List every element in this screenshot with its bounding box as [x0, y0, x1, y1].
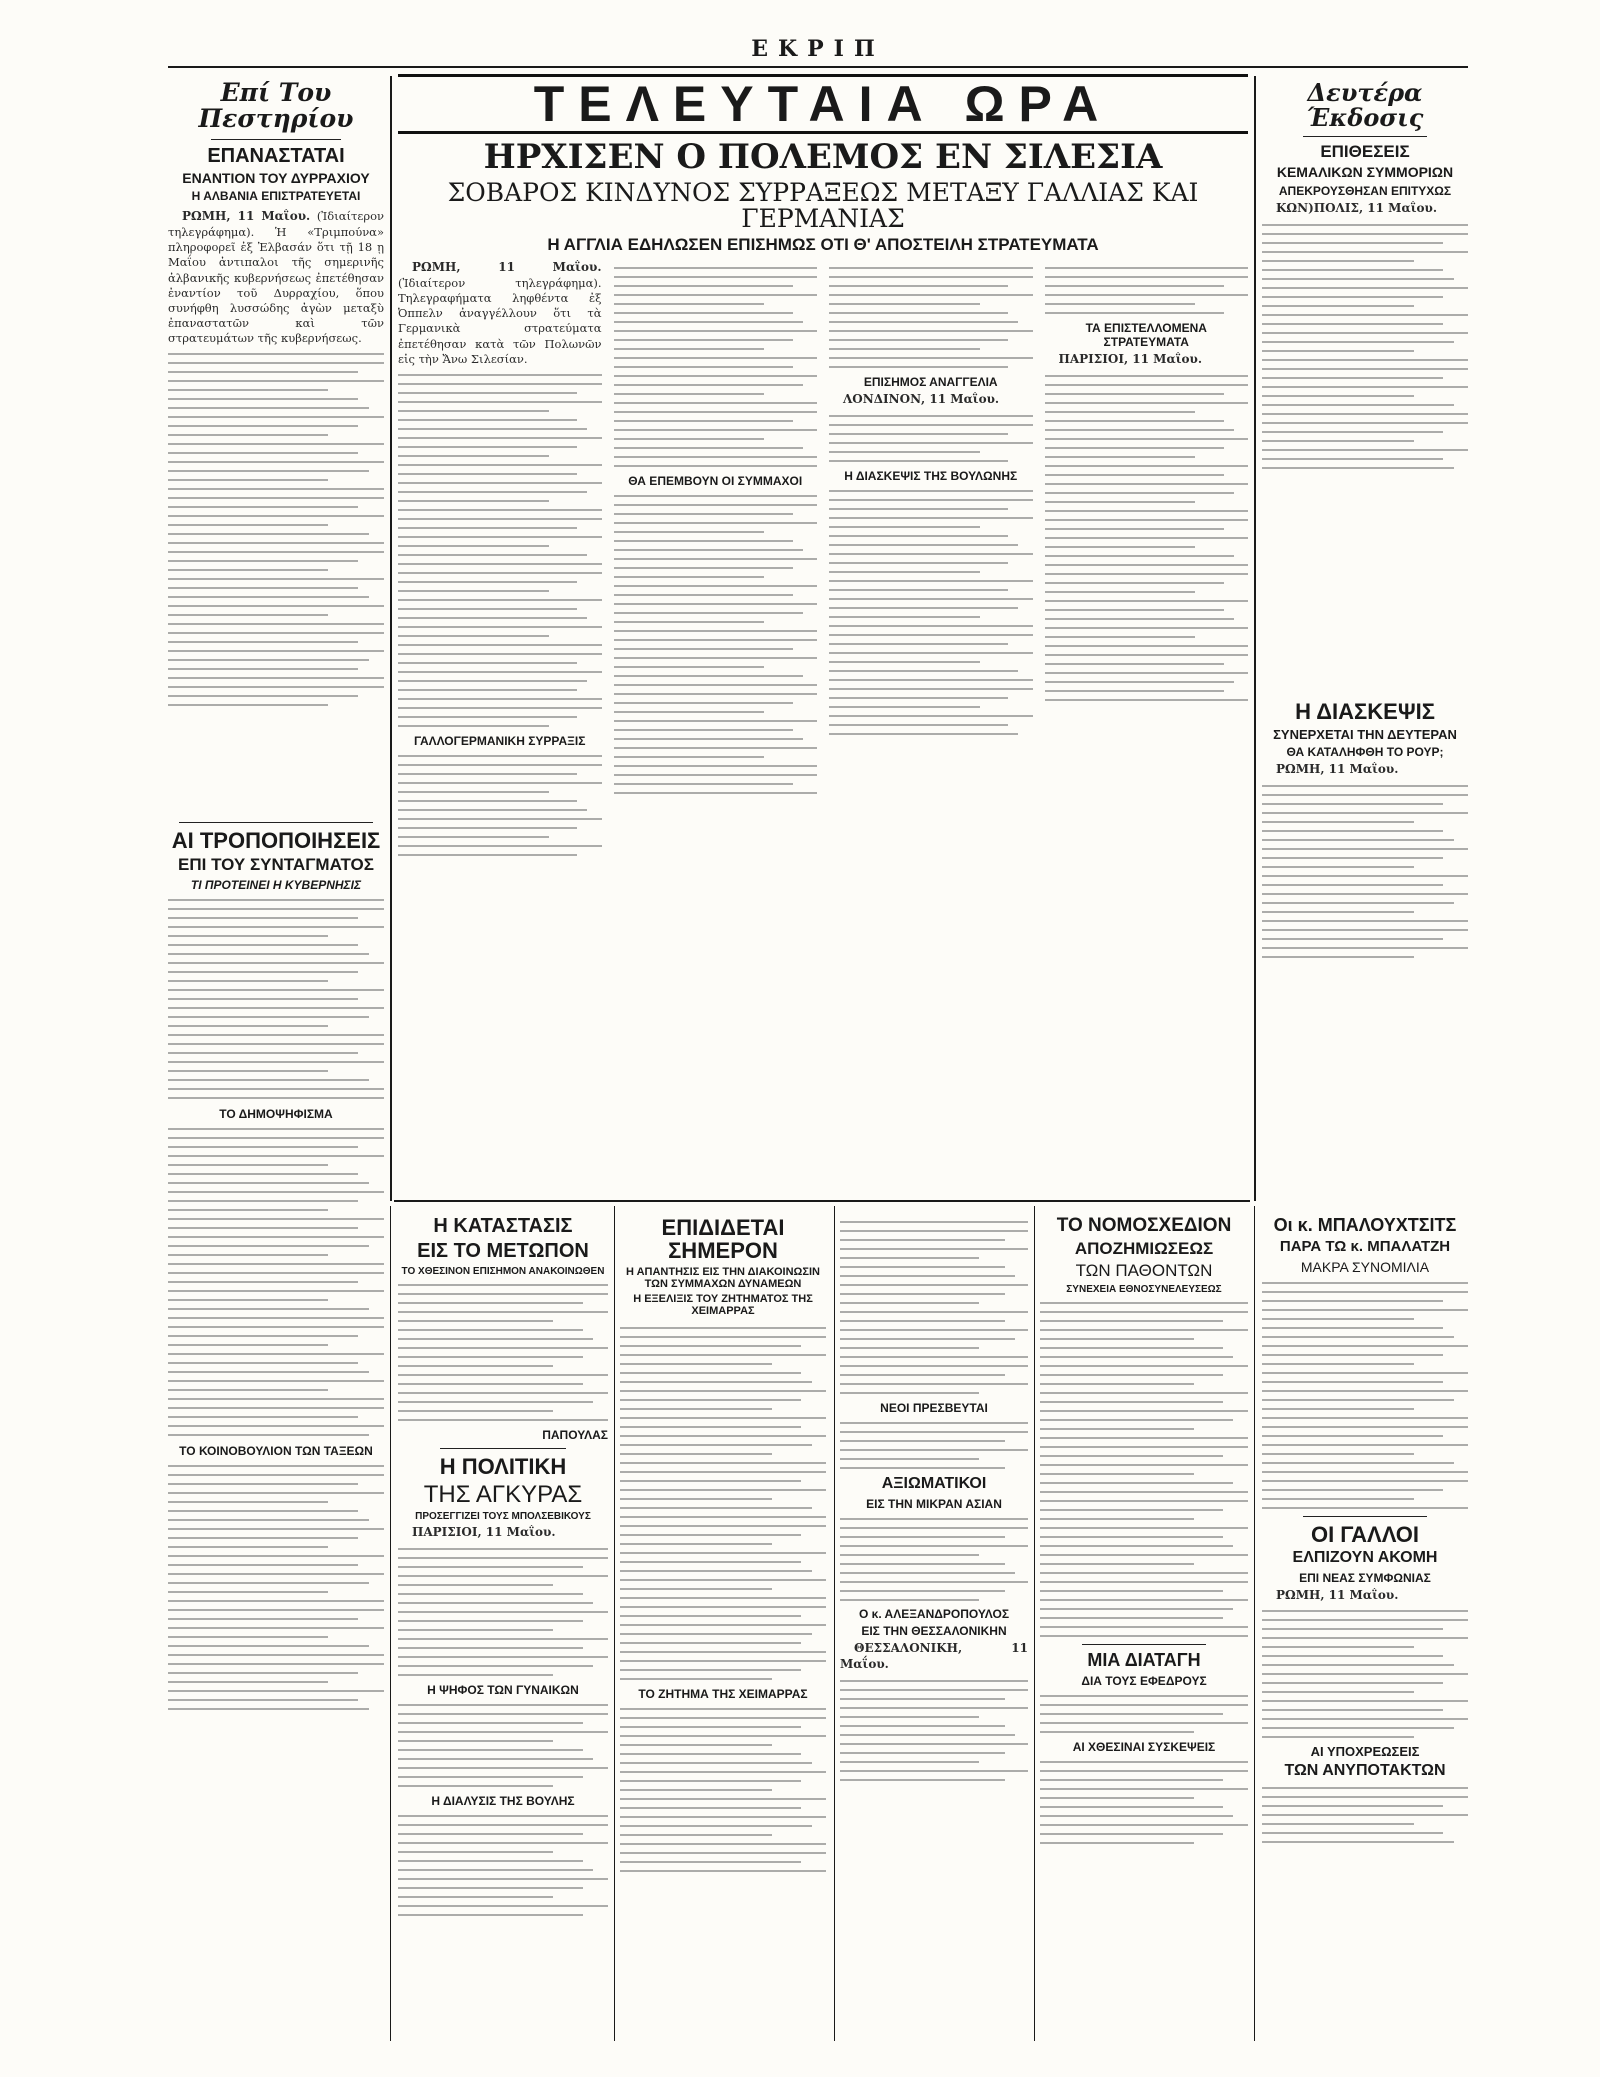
main-subheadline: ΣΟΒΑΡΟΣ ΚΙΝΔΥΝΟΣ ΣΥΡΡΑΞΕΩΣ ΜΕΤΑΞΥ ΓΑΛΛΙΑΣ ΚΑΙ ΓΕΡΜΑΝΙΑΣ [447, 177, 1199, 233]
center-column [398, 260, 602, 863]
subheadline: Η ΕΞΕΛΙΞΙΣ ΤΟΥ ΖΗΤΗΜΑΤΟΣ ΤΗΣ ΧΕΙΜΑΡΡΑΣ [633, 1293, 813, 1318]
hidden-panel [840, 1212, 1028, 2034]
subheadline: ΠΡΟΣΕΓΓΙΖΕΙ ΤΟΥΣ ΜΠΟΛΣΕΒΙΚΟΥΣ [415, 1511, 591, 1523]
headline: ΚΕΜΑΛΙΚΩΝ ΣΥΜΜΟΡΙΩΝ [1276, 164, 1454, 181]
dateline: ΡΩΜΗ, 11 Μαΐου. [182, 209, 311, 224]
main-headline: ΗΡΧΙΣΕΝ Ο ΠΟΛΕΜΟΣ ΕΝ ΣΙΛΕΣΙΑ [483, 137, 1163, 177]
section-heading: ΤΑ ΕΠΙΣΤΕΛΛΟΜΕΝΑ ΣΤΡΑΤΕΥΜΑΤΑ [1085, 321, 1207, 350]
dateline: ΠΑΡΙΣΙΟΙ, 11 Μαΐου. [412, 1525, 556, 1540]
headline: ΤΩΝ ΠΑΘΟΝΤΩΝ [1075, 1260, 1213, 1280]
article-columns [620, 1320, 826, 1879]
right-mid-article [1262, 696, 1468, 1196]
dateline: ΡΩΜΗ, 11 Μαΐου. [412, 260, 602, 275]
main-subheadline: Η ΑΓΓΛΙΑ ΕΔΗΛΩΣΕΝ ΕΠΙΣΗΜΩΣ ΟΤΙ Θ' ΑΠΟΣΤΕΙΛΗ ΣΤΡΑΤΕΥΜΑΤΑ [547, 235, 1099, 255]
subheadline: ΣΥΝΕΧΕΙΑ ΕΘΝΟΣΥΝΕΛΕΥΣΕΩΣ [1066, 1283, 1222, 1295]
headline: ΑΞΙΩΜΑΤΙΚΟΙ [881, 1475, 987, 1492]
subheadline: ΑΠΕΚΡΟΥΣΘΗΣΑΝ ΕΠΙΤΥΧΩΣ [1278, 183, 1452, 198]
article-body-text [168, 899, 384, 1099]
article-body-text [168, 1128, 384, 1436]
headline: Η ΚΑΤΑΣΤΑΣΙΣ [433, 1215, 573, 1237]
headline: Η ΔΙΑΣΚΕΨΙΣ [1295, 699, 1435, 724]
signature: ΠΑΠΟΥΛΑΣ [542, 1428, 608, 1442]
article-lead: (Ἰδιαίτερον τηλεγράφημα). Ἡ «Τριμπούνα» πληροφορεῖ ἐξ Ἐλβασάν ὅτι τῇ 18 ῃ Μαΐου ἀντιπαλοι τῆς σημερινῆς ἀλβανικῆς κυβερνήσεως ἐπετέθησαν ἐναντίον τοῦ Δυρραχίου, ὅπου συνήφθη λυσσώδης ἀγὼν μεταξὺ ἐπαναστατῶν καὶ τῶν στρατευμάτων τῆς κυβερνήσεως. [168, 209, 384, 346]
center-top-article [398, 74, 1248, 1196]
article-column [620, 1320, 826, 1879]
dateline: ΡΩΜΗ, 11 Μαΐου. [1276, 762, 1399, 777]
left-top-article [168, 76, 384, 816]
subheadline: ΤΙ ΠΡΟΤΕΙΝΕΙ Η ΚΥΒΕΡΝΗΣΙΣ [190, 877, 362, 892]
right-top-article [1262, 76, 1468, 696]
headline: ΕΛΠΙΖΟΥΝ ΑΚΟΜΗ [1292, 1548, 1438, 1566]
newspaper-page [168, 36, 1468, 2041]
center-column [614, 260, 818, 863]
subheadline: Η ΑΛΒΑΝΙΑ ΕΠΙΣΤΡΑΤΕΥΕΤΑΙ [191, 189, 361, 204]
compensation-article [1040, 1212, 1248, 2036]
subheadline: ΘΑ ΚΑΤΑΛΗΦΘΗ ΤΟ ΡΟΥΡ; [1286, 745, 1444, 760]
dateline: ΘΕΣΣΑΛΟΝΙΚΗ, 11 Μαΐου. [840, 1641, 1028, 1672]
section-heading: Η ΔΙΑΣΚΕΨΙΣ ΤΗΣ ΒΟΥΛΩΝΗΣ [844, 468, 1018, 483]
subheadline: Η ΑΠΑΝΤΗΣΙΣ ΕΙΣ ΤΗΝ ΔΙΑΚΟΙΝΩΣΙΝ ΤΩΝ ΣΥΜΜΑΧΩΝ ΔΥΝΑΜΕΩΝ [626, 1266, 820, 1291]
subheadline: ΤΟ ΧΘΕΣΙΝΟΝ ΕΠΙΣΗΜΟΝ ΑΝΑΚΟΙΝΩΘΕΝ [401, 1266, 605, 1277]
column-rule [834, 1206, 835, 2041]
headline: ΤΩΝ ΑΝΥΠΟΤΑΚΤΩΝ [1284, 1762, 1446, 1779]
center-columns [398, 260, 1248, 863]
masthead: ΕΚΡΙΠ [751, 36, 885, 62]
center-column [829, 260, 1033, 863]
headline: ΜΙΑ ΔΙΑΤΑΓΗ [1087, 1649, 1201, 1670]
section-heading: ΤΟ ΔΗΜΟΨΗΦΙΣΜΑ [219, 1106, 333, 1121]
article-lead: (Ἰδιαίτερον τηλεγράφημα). Τηλεγραφήματα ληφθέντα ἐξ Ὀππελν ἀναγγέλλουν ὅτι τὰ Γερμανικὰ στρατεύματα ἐπετέθησαν κατὰ τῶν Πολωνῶν εἰς τὴν Ἄνω Σιλεσίαν. [398, 275, 602, 366]
headline: ΤΗΣ ΑΓΚΥΡΑΣ [423, 1481, 583, 1509]
section-heading: ΑΙ ΧΘΕΣΙΝΑΙ ΣΥΣΚΕΨΕΙΣ [1072, 1739, 1216, 1754]
left-bottom-article [168, 816, 384, 2036]
headline: ΠΑΡΑ ΤΩ κ. ΜΠΑΛΑΤΖΗ [1279, 1237, 1451, 1255]
subheadline: ΔΙΑ ΤΟΥΣ ΕΦΕΔΡΟΥΣ [1081, 1673, 1207, 1688]
headline: ΕΠΙΘΕΣΕΙΣ [1320, 142, 1410, 162]
right-bottom-article [1262, 1212, 1468, 2036]
section-heading: ΘΑ ΕΠΕΜΒΟΥΝ ΟΙ ΣΥΜΜΑΧΟΙ [628, 474, 803, 489]
headline: ΑΙ ΥΠΟΧΡΕΩΣΕΙΣ [1310, 1744, 1420, 1760]
dateline: ΛΟΝΔΙΝΟΝ, 11 Μαΐου. [843, 392, 1000, 407]
headline: ΕΝΑΝΤΙΟΝ ΤΟΥ ΔΥΡΡΑΧΙΟΥ [182, 169, 370, 186]
headline: ΕΙΣ ΤΟ ΜΕΤΩΠΟΝ [417, 1240, 589, 1262]
headline: Οι κ. ΜΠΑΛΟΥΧΤΣΙΤΣ [1273, 1215, 1457, 1235]
headline: ΑΠΟΖΗΜΙΩΣΕΩΣ [1074, 1238, 1214, 1258]
section-heading: ΤΟ ΚΟΙΝΟΒΟΥΛΙΟΝ ΤΩΝ ΤΑΞΕΩΝ [179, 1443, 373, 1458]
subheadline: ΕΙΣ ΤΗΝ ΜΙΚΡΑΝ ΑΣΙΑΝ [866, 1496, 1002, 1511]
headline: ΟΙ ΓΑΛΛΟΙ [1310, 1521, 1420, 1547]
column-rule [1254, 1206, 1255, 2041]
article-body-text [168, 353, 384, 706]
front-line-article [398, 1212, 608, 2036]
article-body-text [168, 1465, 384, 1710]
section-heading: ΓΑΛΛΟΓΕΡΜΑΝΙΚΗ ΣΥΡΡΑΞΙΣ [414, 733, 586, 748]
subheadline: ΕΙΣ ΤΗΝ ΘΕΣΣΑΛΟΝΙΚΗΝ [861, 1624, 1007, 1639]
section-heading: Η ΔΙΑΛΥΣΙΣ ΤΗΣ ΒΟΥΛΗΣ [431, 1794, 575, 1809]
column-rule [614, 1206, 615, 2041]
note-reply-article [620, 1212, 826, 2036]
section-heading: Η ΨΗΦΟΣ ΤΩΝ ΓΥΝΑΙΚΩΝ [427, 1683, 579, 1698]
headline: ΤΟ ΝΟΜΟΣΧΕΔΙΟΝ [1056, 1215, 1232, 1236]
headline: ΕΠΙΔΙΔΕΤΑΙ ΣΗΜΕΡΟΝ [661, 1215, 785, 1264]
section-kicker: Δευτέρα Έκδοσις [1306, 78, 1424, 133]
column-rule [1034, 1206, 1035, 2041]
center-column [1045, 260, 1249, 863]
section-heading: ΤΟ ΖΗΤΗΜΑ ΤΗΣ ΧΕΙΜΑΡΡΑΣ [638, 1687, 808, 1702]
section-heading: ΕΠΙΣΗΜΟΣ ΑΝΑΓΓΕΛΙΑ [863, 375, 998, 390]
column-rule [390, 1206, 391, 2041]
subheadline: ΣΥΝΕΡΧΕΤΑΙ ΤΗΝ ΔΕΥΤΕΡΑΝ [1273, 727, 1457, 743]
headline: Η ΠΟΛΙΤΙΚΗ [439, 1454, 567, 1479]
headline: ΕΠΙ ΤΟΥ ΣΥΝΤΑΓΜΑΤΟΣ [178, 855, 374, 875]
headline: Ο κ. ΑΛΕΞΑΝΔΡΟΠΟΥΛΟΣ [858, 1606, 1010, 1621]
dateline: ΡΩΜΗ, 11 Μαΐου. [1276, 1587, 1399, 1602]
headline: ΕΠΑΝΑΣΤΑΤΑΙ [207, 144, 345, 167]
dateline: ΚΩΝ)ΠΟΛΙΣ, 11 Μαΐου. [1276, 200, 1438, 215]
dateline: ΠΑΡΙΣΙΟΙ, 11 Μαΐου. [1058, 352, 1203, 367]
column-rule [1254, 76, 1256, 1201]
masthead-rule [168, 66, 1468, 68]
section-heading: ΝΕΟΙ ΠΡΕΣΒΕΥΤΑΙ [880, 1401, 988, 1415]
subheadline: ΜΑΚΡΑ ΣΥΝΟΜΙΛΙΑ [1300, 1258, 1430, 1275]
late-news-banner: ΤΕΛΕΥΤΑΙΑ ΩΡΑ [398, 74, 1248, 134]
subheadline: ΕΠΙ ΝΕΑΣ ΣΥΜΦΩΝΙΑΣ [1299, 1570, 1431, 1585]
section-rule [394, 1200, 1250, 1202]
headline: ΑΙ ΤΡΟΠΟΠΟΙΗΣΕΙΣ [171, 828, 381, 853]
section-kicker: Επί Του Πεστηρίου [198, 78, 354, 134]
column-rule [390, 76, 392, 1201]
